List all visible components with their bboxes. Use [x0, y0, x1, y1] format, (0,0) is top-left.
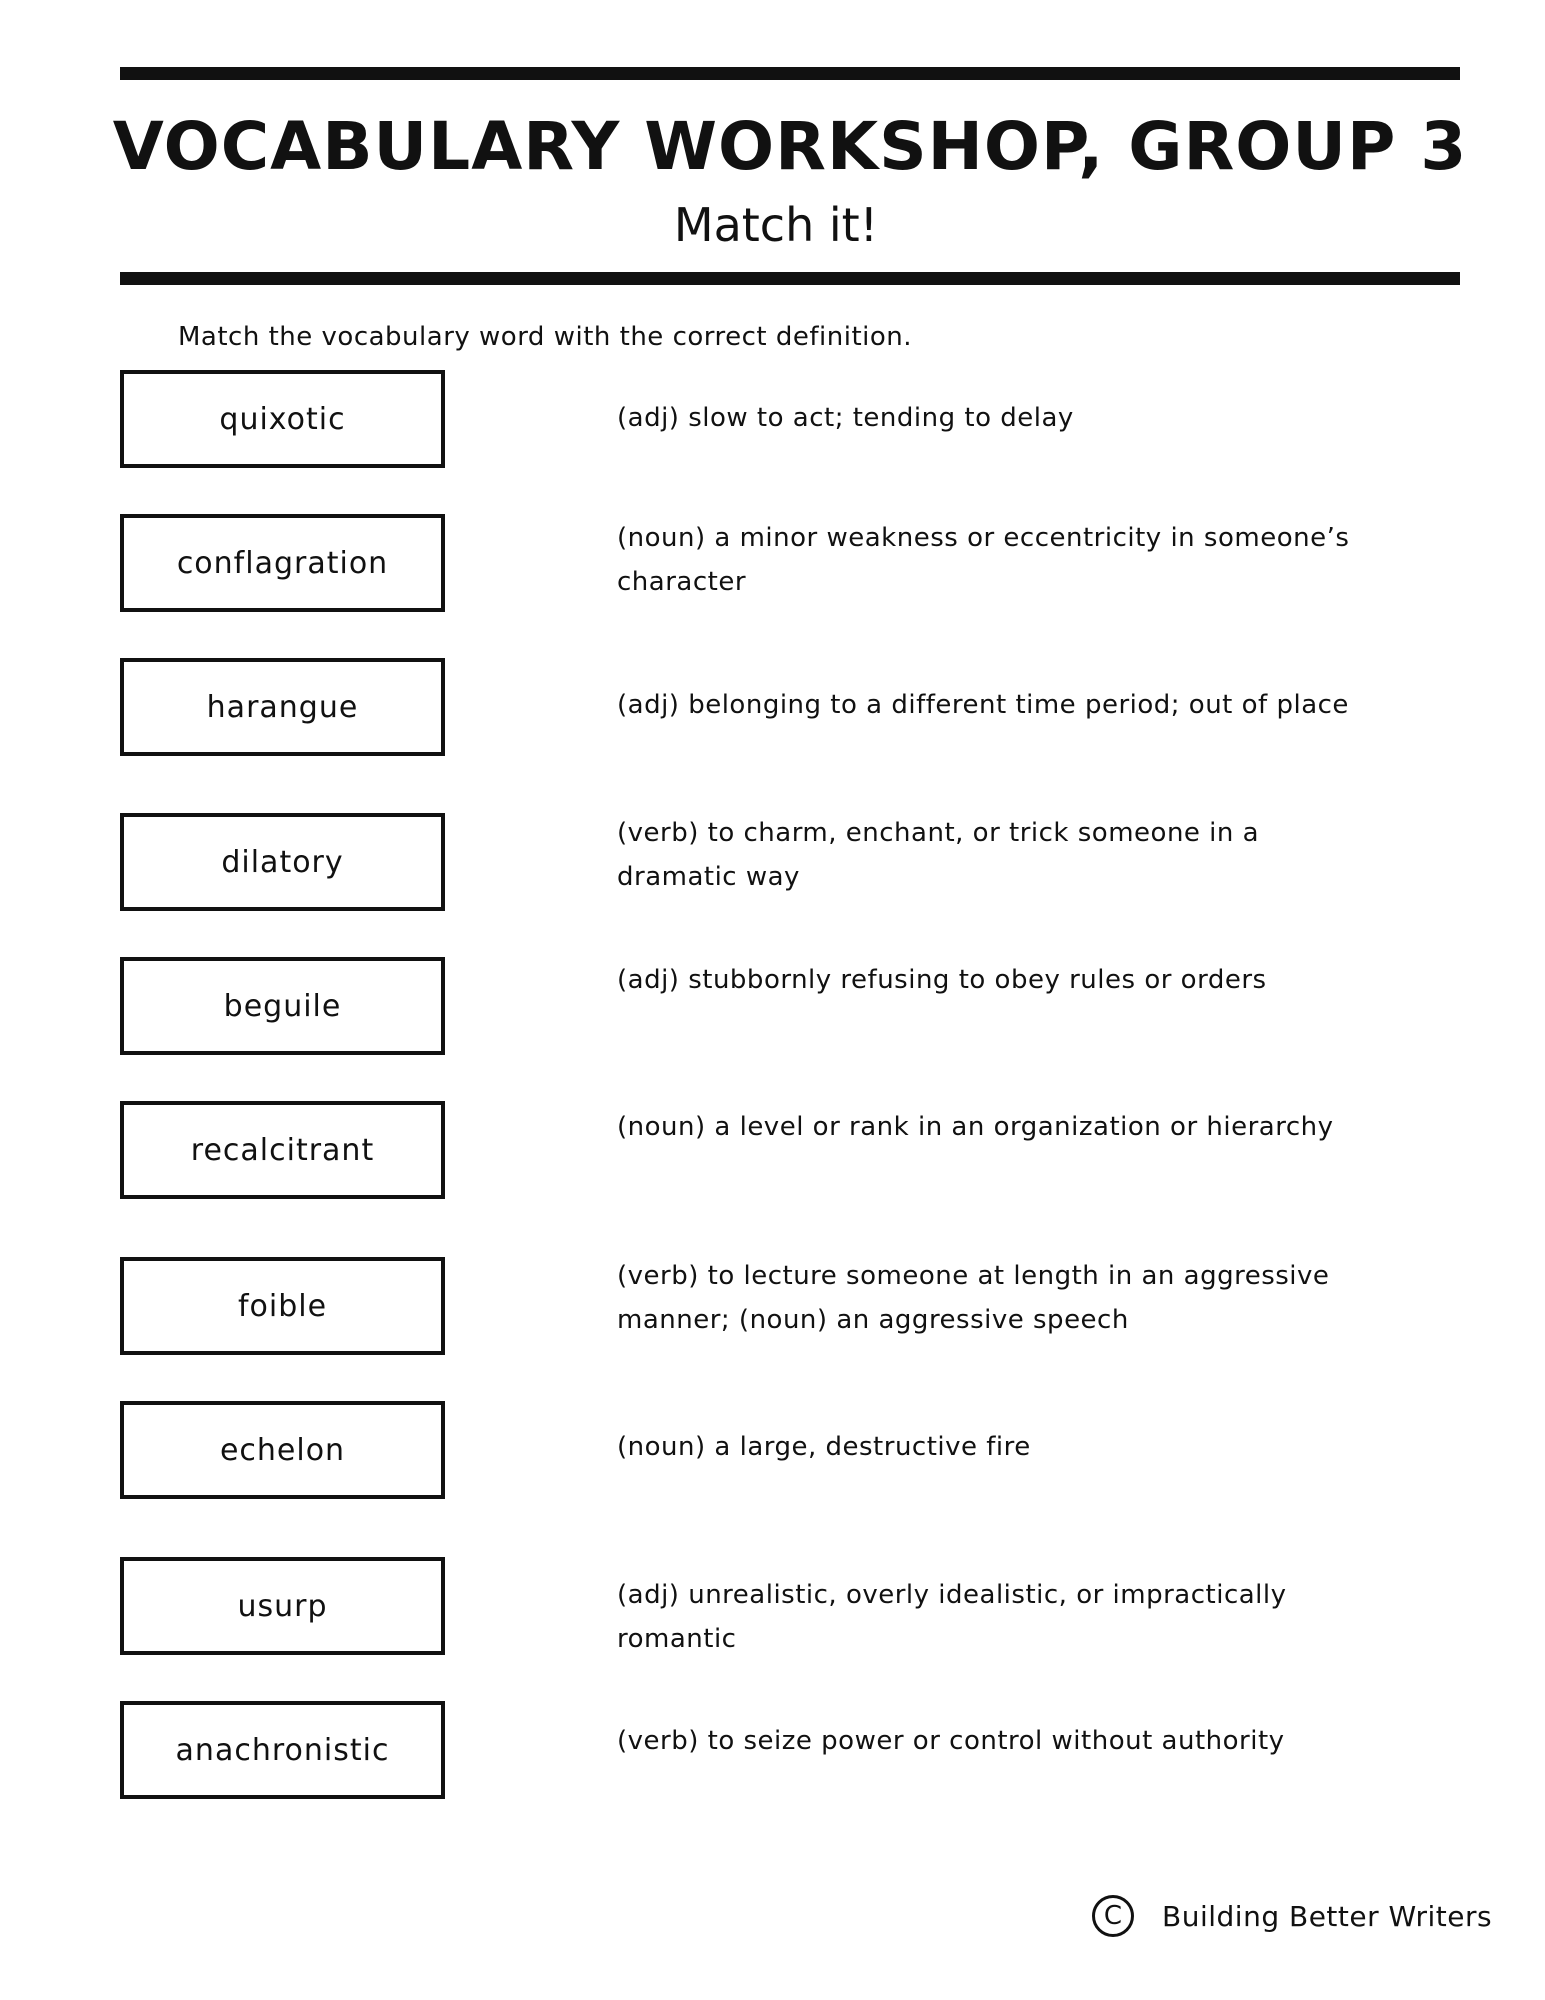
definition-8[interactable]: (noun) a large, destructive fire [617, 1432, 1031, 1462]
bottom-divider [120, 272, 1460, 285]
page-title: VOCABULARY WORKSHOP, GROUP 3 [112, 108, 1468, 185]
word-box-quixotic[interactable]: quixotic [120, 370, 445, 468]
word-box-dilatory[interactable]: dilatory [120, 813, 445, 911]
definition-1[interactable]: (adj) slow to act; tending to delay [617, 403, 1074, 433]
page-subtitle: Match it! [673, 198, 879, 252]
copyright-icon: C [1092, 1895, 1134, 1937]
word-box-echelon[interactable]: echelon [120, 1401, 445, 1499]
word-box-beguile[interactable]: beguile [120, 957, 445, 1055]
definition-7[interactable]: (verb) to lecture someone at length in an aggressive manner; (noun) an aggressive speech [617, 1261, 1330, 1335]
word-box-anachronistic[interactable]: anachronistic [120, 1701, 445, 1799]
definition-3[interactable]: (adj) belonging to a different time period; out of place [617, 690, 1349, 720]
word-box-recalcitrant[interactable]: recalcitrant [120, 1101, 445, 1199]
footer-credit [1092, 1895, 1492, 1937]
definition-6[interactable]: (noun) a level or rank in an organization or hierarchy [617, 1112, 1334, 1142]
word-box-conflagration[interactable]: conflagration [120, 514, 445, 612]
definition-2[interactable]: (noun) a minor weakness or eccentricity in someone’s character [617, 523, 1350, 597]
definition-9[interactable]: (adj) unrealistic, overly idealistic, or impractically romantic [617, 1580, 1287, 1654]
definition-4[interactable]: (verb) to charm, enchant, or trick someone in a dramatic way [617, 818, 1260, 892]
top-divider [120, 67, 1460, 80]
definition-10[interactable]: (verb) to seize power or control without authority [617, 1726, 1285, 1756]
definition-5[interactable]: (adj) stubbornly refusing to obey rules or orders [617, 965, 1267, 995]
instructions-text: Match the vocabulary word with the correct definition. [178, 322, 913, 352]
word-box-foible[interactable]: foible [120, 1257, 445, 1355]
word-box-harangue[interactable]: harangue [120, 658, 445, 756]
word-box-usurp[interactable]: usurp [120, 1557, 445, 1655]
footer-text: Building Better Writers [1162, 1899, 1493, 1933]
